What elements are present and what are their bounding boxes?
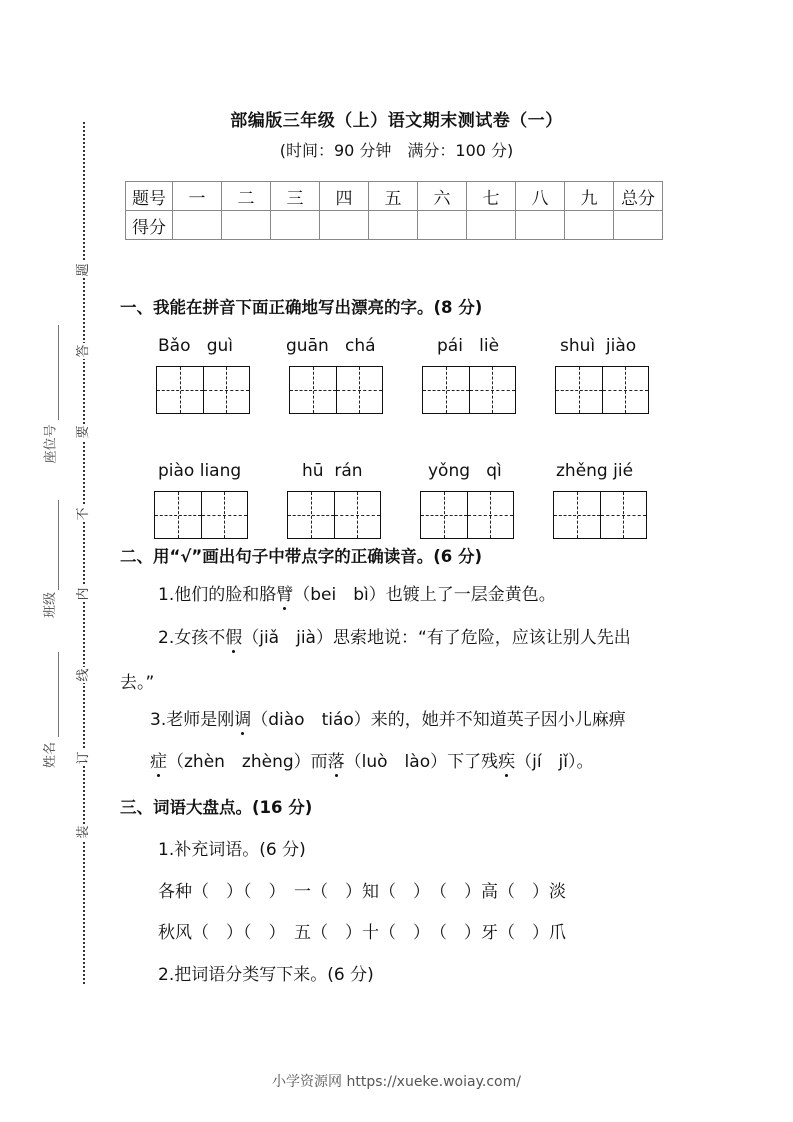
score-input-cell[interactable] bbox=[173, 211, 222, 240]
pinyin-label: shuì jiào bbox=[560, 336, 637, 356]
binding-char: 不 bbox=[76, 507, 91, 521]
table-cell: 得分 bbox=[126, 211, 173, 240]
binding-dotted-line bbox=[83, 122, 85, 984]
pinyin-label: hū rán bbox=[302, 461, 363, 481]
dotted-char: 症 bbox=[150, 747, 167, 772]
exam-title: 部编版三年级（上）语文期末测试卷（一） bbox=[230, 111, 563, 131]
pinyin-label: pái liè bbox=[437, 336, 500, 356]
binding-char: 线 bbox=[76, 668, 91, 682]
score-header-row bbox=[126, 182, 663, 211]
binding-char: 订 bbox=[76, 751, 91, 765]
pinyin-label: guān chá bbox=[286, 336, 376, 356]
score-input-cell[interactable] bbox=[467, 211, 516, 240]
pinyin-label: yǒng qì bbox=[428, 461, 502, 481]
question-2-3-continued: 症（zhèn zhèng）而落（luò lào）下了残疾（jí jǐ）。 bbox=[150, 747, 594, 772]
question-2-2-continued: 去。” bbox=[120, 673, 155, 693]
pinyin-label: zhěng jié bbox=[556, 461, 634, 481]
writing-grid[interactable] bbox=[422, 366, 516, 414]
table-cell: 七 bbox=[467, 182, 516, 211]
score-input-cell[interactable] bbox=[418, 211, 467, 240]
fill-words-row-1[interactable]: 各种（ ）（ ） 一（ ）知（ ） （ ）高（ ）淡 bbox=[158, 882, 566, 902]
binding-char: 装 bbox=[76, 825, 91, 839]
pinyin-label: Bǎo guì bbox=[158, 336, 233, 356]
score-table bbox=[125, 181, 663, 240]
table-cell: 五 bbox=[369, 182, 418, 211]
table-cell: 六 bbox=[418, 182, 467, 211]
writing-grid[interactable] bbox=[555, 366, 649, 414]
section-1-heading: 一、我能在拼音下面正确地写出漂亮的字。(8 分) bbox=[120, 298, 483, 317]
class-label: 班级 bbox=[43, 591, 59, 619]
footer-watermark: 小学资源网 https://xueke.woiay.com/ bbox=[272, 1074, 521, 1090]
table-cell: 三 bbox=[271, 182, 320, 211]
table-cell: 题号 bbox=[126, 182, 173, 211]
dotted-char: 疾 bbox=[498, 747, 515, 772]
writing-grid[interactable] bbox=[289, 366, 383, 414]
question-2-3: 3.老师是刚调（diào tiáo）来的，她并不知道英子因小儿麻痹 bbox=[150, 705, 626, 730]
seat-number-line[interactable] bbox=[58, 325, 59, 420]
writing-grid[interactable] bbox=[156, 366, 250, 414]
writing-grid[interactable] bbox=[154, 491, 248, 539]
score-input-cell[interactable] bbox=[369, 211, 418, 240]
table-cell: 总分 bbox=[614, 182, 663, 211]
binding-char: 内 bbox=[76, 587, 91, 601]
score-input-cell[interactable] bbox=[565, 211, 614, 240]
binding-char: 题 bbox=[76, 263, 91, 277]
pinyin-label: piào liang bbox=[158, 461, 242, 481]
dotted-char: 调 bbox=[234, 705, 251, 730]
writing-grid[interactable] bbox=[553, 491, 647, 539]
score-input-cell[interactable] bbox=[271, 211, 320, 240]
subquestion-3-1: 1.补充词语。(6 分) bbox=[158, 840, 306, 860]
table-cell: 四 bbox=[320, 182, 369, 211]
dotted-char: 假 bbox=[225, 623, 242, 648]
table-cell: 二 bbox=[222, 182, 271, 211]
name-label: 姓名 bbox=[43, 741, 59, 769]
exam-subtitle: (时间：90 分钟 满分：100 分) bbox=[279, 141, 514, 160]
binding-char: 要 bbox=[76, 425, 91, 439]
table-cell: 九 bbox=[565, 182, 614, 211]
table-cell: 八 bbox=[516, 182, 565, 211]
writing-grid[interactable] bbox=[287, 491, 381, 539]
class-line[interactable] bbox=[58, 500, 59, 590]
table-cell: 一 bbox=[173, 182, 222, 211]
score-value-row bbox=[126, 211, 663, 240]
score-input-cell[interactable] bbox=[516, 211, 565, 240]
fill-words-row-2[interactable]: 秋风（ ）（ ） 五（ ）十（ ） （ ）牙（ ）爪 bbox=[158, 923, 566, 943]
question-2-2: 2.女孩不假（jiǎ jià）思索地说：“有了危险，应该让别人先出 bbox=[158, 623, 631, 648]
writing-grid[interactable] bbox=[420, 491, 514, 539]
score-input-cell[interactable] bbox=[222, 211, 271, 240]
section-3-heading: 三、词语大盘点。(16 分) bbox=[120, 798, 313, 817]
name-line[interactable] bbox=[58, 652, 59, 737]
subquestion-3-2: 2.把词语分类写下来。(6 分) bbox=[158, 965, 374, 985]
dotted-char: 臂 bbox=[276, 580, 293, 605]
section-2-heading: 二、用“√”画出句子中带点字的正确读音。(6 分) bbox=[120, 547, 483, 566]
score-input-cell[interactable] bbox=[320, 211, 369, 240]
binding-char: 答 bbox=[76, 344, 91, 358]
seat-number-label: 座位号 bbox=[43, 424, 59, 464]
question-2-1: 1.他们的脸和胳臂（bei bì）也镀上了一层金黄色。 bbox=[158, 580, 556, 605]
score-input-cell[interactable] bbox=[614, 211, 663, 240]
dotted-char: 落 bbox=[328, 747, 345, 772]
